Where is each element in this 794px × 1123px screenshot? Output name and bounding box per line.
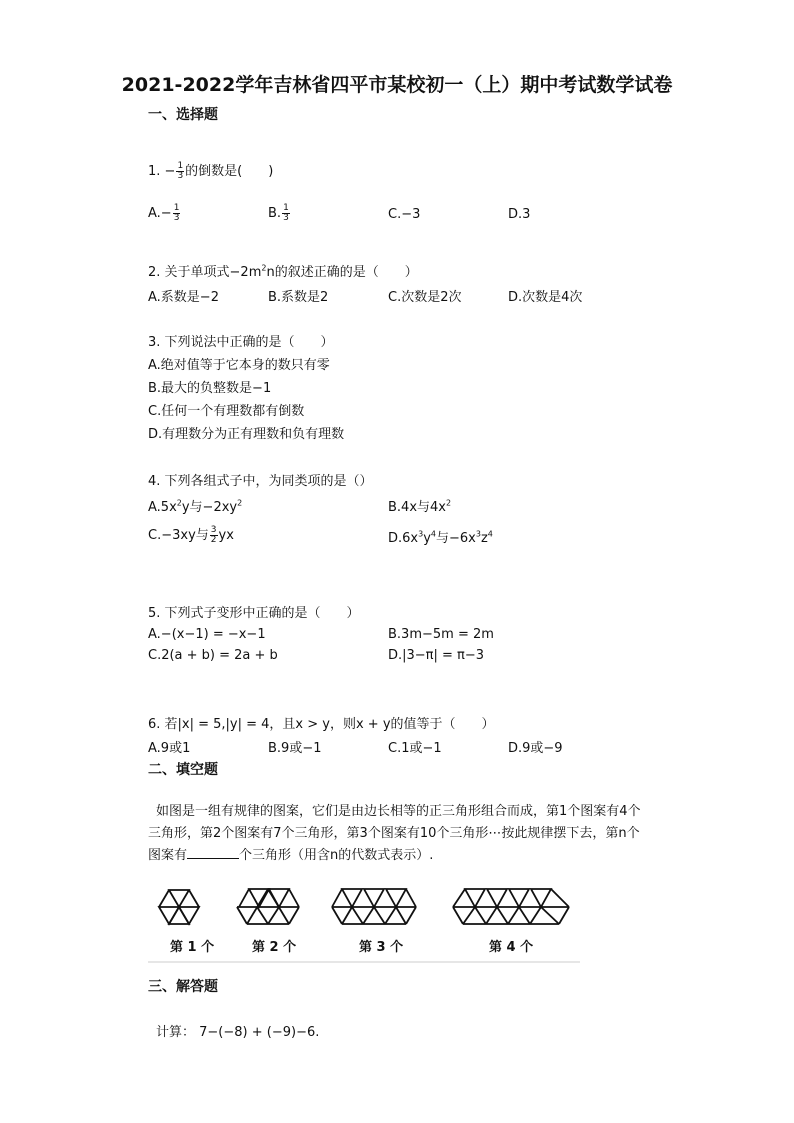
q4-d-part4: z — [480, 531, 488, 546]
q4-d-part2: y — [423, 531, 431, 546]
q3-option-b: B.最大的负整数是−1 — [148, 381, 272, 396]
q5-option-a: A.−(x−1) = −x−1 — [148, 627, 266, 642]
section-heading-choice: 一、选择题 — [148, 107, 218, 123]
q1-a-fraction — [173, 204, 181, 223]
q4-option-c — [148, 524, 234, 545]
question-3: 3. 下列说法中正确的是（ ） — [148, 335, 334, 350]
q3-option-a: A.绝对值等于它本身的数只有零 — [148, 358, 330, 373]
section-heading-fill: 二、填空题 — [148, 762, 218, 778]
q4-option-d — [388, 527, 493, 546]
fill-line-3-end: 个三角形（用含n的代数式表示）. — [239, 848, 434, 863]
question-6: 6. 若|x| = 5,|y| = 4，且x > y，则x + y的值等于（ ） — [148, 717, 495, 732]
q4-c-fraction — [210, 526, 218, 545]
q4-c-den: 2 — [210, 535, 217, 545]
q2-sup: 2 — [261, 263, 267, 273]
q1-frac-den: 3 — [177, 171, 184, 181]
question-4: 4. 下列各组式子中，为同类项的是（） — [148, 474, 373, 489]
q4-c-num: 3 — [210, 525, 217, 535]
question-2 — [148, 261, 418, 280]
q3-option-d: D.有理数分为正有理数和负有理数 — [148, 427, 345, 442]
fill-line-3 — [148, 845, 668, 867]
q4-d-part3: 与−6x — [436, 531, 476, 546]
q1-a-num: 1 — [173, 203, 180, 213]
q2-text-a: 2. 关于单项式−2m — [148, 265, 262, 280]
q1-option-c: C.−3 — [388, 207, 421, 222]
q1-frac-num: 1 — [177, 161, 184, 171]
answer-blank — [187, 846, 239, 859]
q4-d-sup4: 4 — [487, 529, 493, 539]
q4-a-sup1: 2 — [176, 498, 182, 508]
q4-option-a — [148, 496, 242, 515]
fill-line-1: 如图是一组有规律的图案，它们是由边长相等的正三角形组合而成，第1个图案有4个 — [156, 804, 641, 819]
q4-d-sup2: 4 — [430, 529, 436, 539]
section-heading-solve: 三、解答题 — [148, 979, 218, 995]
q3-option-c: C.任何一个有理数都有倒数 — [148, 404, 305, 419]
q1-a-prefix: A.− — [148, 206, 172, 221]
q2-option-d: D.次数是4次 — [508, 290, 583, 305]
q4-d-sup1: 3 — [418, 529, 424, 539]
q6-option-c: C.1或−1 — [388, 741, 442, 756]
question-1 — [148, 160, 273, 181]
q2-option-c: C.次数是2次 — [388, 290, 462, 305]
q1-b-prefix: B. — [268, 206, 282, 221]
q1-option-a — [148, 204, 181, 223]
q4-d-sup3: 3 — [475, 529, 481, 539]
q1-fraction — [176, 162, 184, 181]
q2-text-b: n的叙述正确的是（ ） — [266, 265, 418, 280]
q1-b-num: 1 — [283, 203, 289, 213]
q5-option-d: D.|3−π| = π−3 — [388, 648, 485, 663]
q1-suffix: 的倒数是( ) — [185, 164, 274, 179]
q4-b-sup1: 2 — [445, 498, 452, 508]
q6-option-a: A.9或1 — [148, 741, 191, 756]
q1-option-b — [268, 204, 291, 223]
pattern-3 — [332, 889, 416, 924]
caption-pattern-4: 第 4 个 — [489, 940, 534, 955]
q4-d-part1: D.6x — [388, 531, 419, 546]
pattern-2 — [237, 889, 299, 924]
q4-option-b — [388, 496, 451, 515]
q4-a-part2: y与−2xy — [181, 500, 238, 515]
pattern-4 — [453, 889, 569, 924]
q1-b-den: 3 — [283, 213, 289, 223]
page-title: 2021-2022学年吉林省四平市某校初一（上）期中考试数学试卷 — [121, 74, 673, 96]
fill-line-2: 三角形，第2个图案有7个三角形，第3个图案有10个三角形⋯按此规律摆下去，第n个 — [148, 826, 640, 841]
q4-a-sup2: 2 — [237, 498, 243, 508]
q2-option-b: B.系数是2 — [268, 290, 329, 305]
caption-pattern-1: 第 1 个 — [170, 940, 215, 955]
pattern-1 — [159, 890, 199, 924]
q5-option-b: B.3m−5m = 2m — [388, 627, 494, 642]
q6-option-d: D.9或−9 — [508, 741, 563, 756]
q4-a-part1: A.5x — [148, 500, 177, 515]
q5-option-c: C.2(a + b) = 2a + b — [148, 648, 278, 663]
q4-c-part1: C.−3xy与 — [148, 528, 209, 543]
fill-line-3-start: 图案有 — [148, 848, 188, 863]
q2-option-a: A.系数是−2 — [148, 290, 219, 305]
q1-a-den: 3 — [173, 213, 180, 223]
q1-b-fraction — [282, 204, 290, 223]
q1-option-d: D.3 — [508, 207, 531, 222]
q1-prefix: 1. − — [148, 164, 176, 179]
q4-b-part1: B.4x与4x — [388, 500, 446, 515]
caption-pattern-3: 第 3 个 — [359, 940, 404, 955]
calc-question: 计算： 7−(−8) + (−9)−6. — [156, 1025, 320, 1040]
q6-option-b: B.9或−1 — [268, 741, 322, 756]
caption-pattern-2: 第 2 个 — [252, 940, 297, 955]
q4-c-part2: yx — [218, 528, 234, 543]
question-5: 5. 下列式子变形中正确的是（ ） — [148, 606, 360, 621]
